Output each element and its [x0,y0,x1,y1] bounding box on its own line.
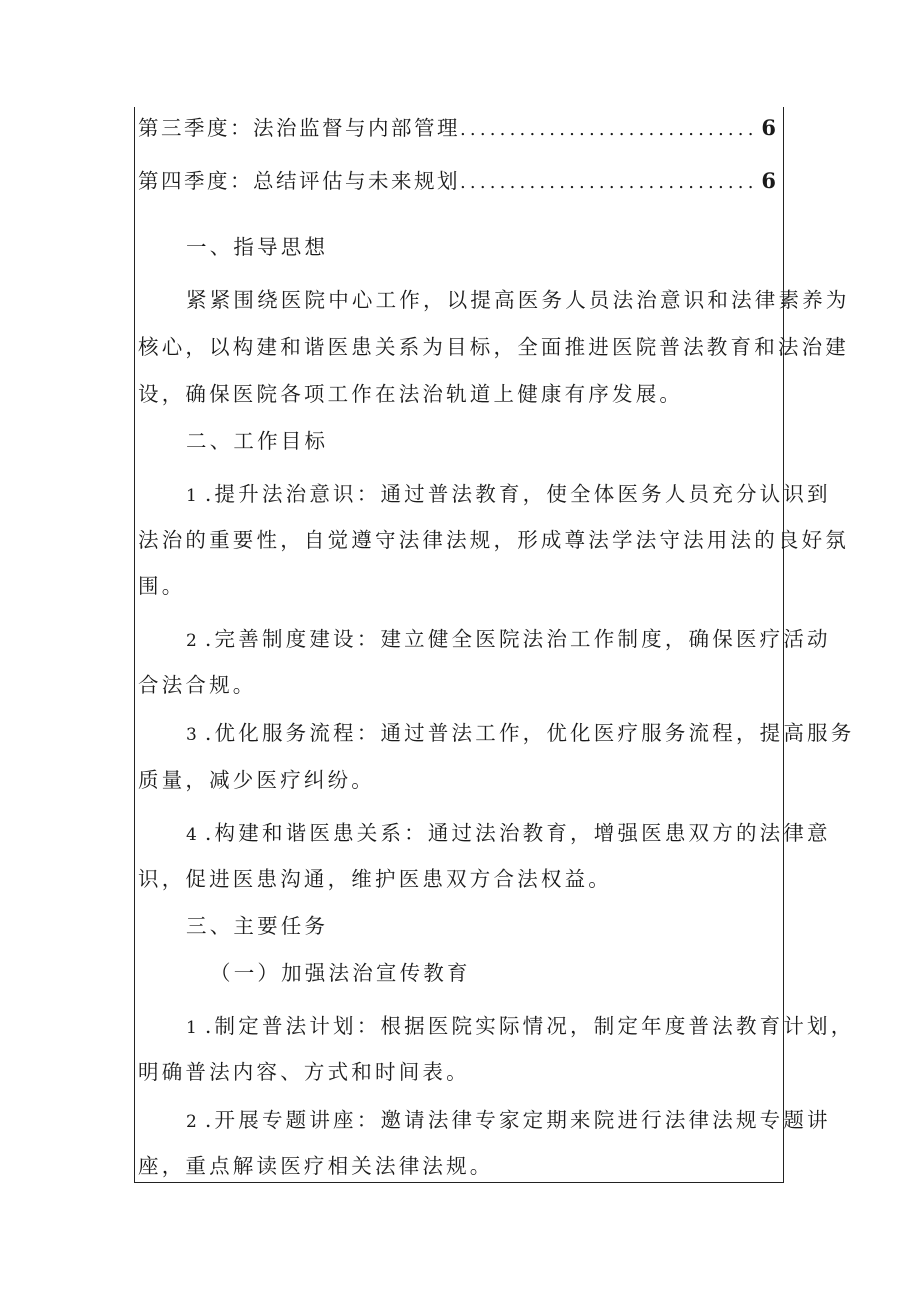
item-text: .优化服务流程：通过普法工作，优化医疗服务流程，提高服务 [204,721,855,745]
task-item-2 [186,1100,831,1140]
paragraph-line: 围。 [138,574,186,598]
item-number: 4 [186,825,197,845]
toc-entry-q4[interactable] [138,161,784,201]
goal-item-2 [186,619,831,659]
paragraph-line: 法治的重要性，自觉遵守法律法规，形成尊法学法守法用法的良好氛 [138,528,849,552]
paragraph-line: 座，重点解读医疗相关法律法规。 [138,1154,494,1178]
item-text: .完善制度建设：建立健全医院法治工作制度，确保医疗活动 [204,627,831,651]
item-number: 3 [186,725,197,745]
paragraph-line: 紧紧围绕医院中心工作，以提高医务人员法治意识和法律素养为 [186,288,850,312]
goal-item-3 [186,713,855,753]
item-number: 1 [186,486,197,506]
paragraph-line: 核心，以构建和谐医患关系为目标，全面推进医院普法教育和法治建 [138,335,849,359]
goal-item-1 [186,474,831,514]
section-heading-main-tasks: 三、主要任务 [186,914,329,938]
toc-leader-dots: .............................. [460,119,758,140]
paragraph-line: 合法合规。 [138,673,257,697]
toc-entry-title: 第三季度：法治监督与内部管理 [138,116,460,140]
paragraph-line: 明确普法内容、方式和时间表。 [138,1060,470,1084]
toc-entry-q3[interactable] [138,108,784,148]
toc-entry-title: 第四季度：总结评估与未来规划 [138,169,460,193]
item-number: 2 [186,631,197,651]
item-text: .制定普法计划：根据医院实际情况，制定年度普法教育计划， [204,1014,855,1038]
item-number: 1 [186,1018,197,1038]
toc-page-number: 6 [761,115,776,140]
toc-page-number: 6 [761,168,776,193]
section-heading-work-goals: 二、工作目标 [186,429,329,453]
task-item-1 [186,1006,855,1046]
paragraph-line: 设，确保医院各项工作在法治轨道上健康有序发展。 [138,382,684,406]
paragraph-line: 识，促进医患沟通，维护医患双方合法权益。 [138,867,612,891]
subsection-heading: （一）加强法治宣传教育 [210,961,471,985]
item-text: .开展专题讲座：邀请法律专家定期来院进行法律法规专题讲 [204,1108,831,1132]
goal-item-4 [186,813,831,853]
toc-leader-dots: .............................. [460,172,758,193]
item-text: .提升法治意识：通过普法教育，使全体医务人员充分认识到 [204,482,831,506]
paragraph-line: 质量，减少医疗纠纷。 [138,768,375,792]
item-text: .构建和谐医患关系：通过法治教育，增强医患双方的法律意 [204,821,831,845]
item-number: 2 [186,1112,197,1132]
section-heading-guiding-ideology: 一、指导思想 [186,235,329,259]
